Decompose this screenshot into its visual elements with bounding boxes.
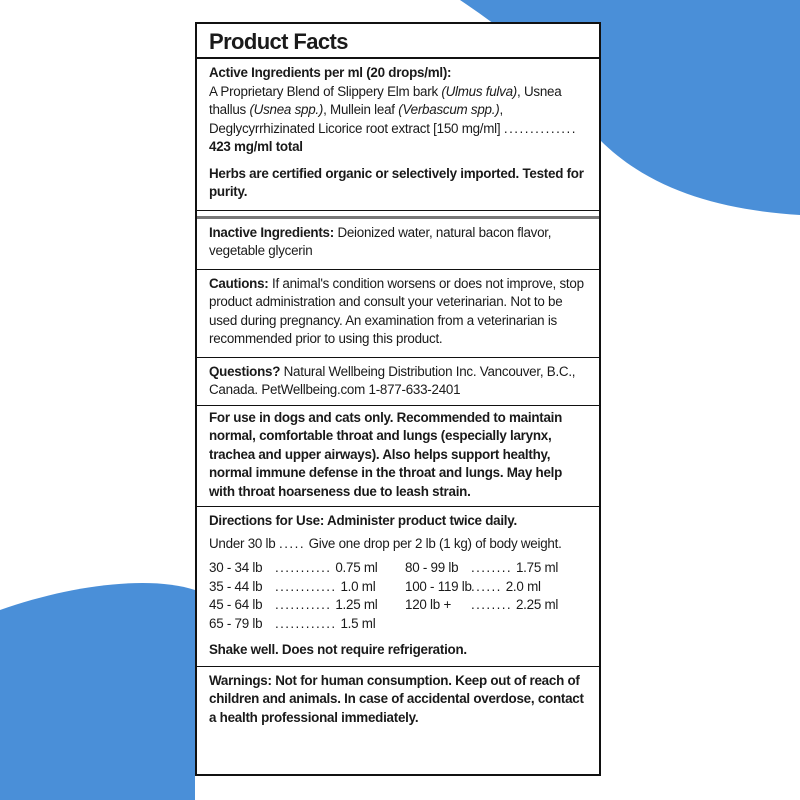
dose-amount: 1.25 ml xyxy=(335,597,378,612)
dose-weight: 80 - 99 lb xyxy=(405,560,459,575)
cautions-section xyxy=(209,270,587,357)
dosage-row xyxy=(209,615,391,634)
questions-label: Questions? xyxy=(209,363,281,379)
latin-name: (Usnea spp.) xyxy=(249,102,324,117)
dose-amount: 1.5 ml xyxy=(340,615,376,631)
leader-dots: ............ xyxy=(275,615,337,631)
section-double-divider xyxy=(197,210,599,219)
certification-note: Herbs are certified organic or selectively imported. Tested for purity. xyxy=(209,165,584,199)
panel-title: Product Facts xyxy=(209,29,348,54)
storage-note: Shake well. Does not require refrigeration. xyxy=(209,642,467,657)
latin-name: (Verbascum spp.) xyxy=(398,102,500,117)
dosage-row xyxy=(405,596,587,615)
dose-weight: 65 - 79 lb xyxy=(209,615,263,631)
cautions-text: If animal's condition worsens or does not improve, stop product administration and consult your veterinarian. Not to be used during pregnancy. An examination from a veterinarian is recommended prior to using this product. xyxy=(209,275,584,346)
under-dots: ..... xyxy=(278,535,306,551)
dose-weight: 35 - 44 lb xyxy=(209,578,263,594)
leader-dots: ........... xyxy=(275,560,332,575)
latin-name: (Ulmus fulva) xyxy=(441,83,518,99)
dose-weight: 30 - 34 lb xyxy=(209,560,263,575)
dosage-column-right xyxy=(405,559,587,633)
ingredient-text: A Proprietary Blend of Slippery Elm bark xyxy=(209,83,442,99)
warnings-section xyxy=(209,667,587,736)
leader-dots: ........ xyxy=(471,597,512,612)
warnings-label: Warnings: xyxy=(209,672,272,688)
product-facts-panel xyxy=(195,22,601,776)
dose-weight: 45 - 64 lb xyxy=(209,597,263,612)
dosage-row xyxy=(209,578,391,597)
under-weight-text: Give one drop per 2 lb (1 kg) of body weight. xyxy=(308,535,562,551)
usage-section: For use in dogs and cats only. Recommended to maintain normal, comfortable throat and lungs (especially larynx, trachea and upper airways). Also helps support healthy, normal immune defense in the throat and lungs. May help with throat hoarseness due to leash strain. xyxy=(209,409,563,499)
inactive-text: Deionized water, natural bacon flavor, vegetable glycerin xyxy=(209,224,552,258)
questions-text: Natural Wellbeing Distribution Inc. Vancouver, B.C., Canada. PetWellbeing.com 1-877-633-2401 xyxy=(209,363,576,397)
dose-amount: 2.25 ml xyxy=(515,597,559,612)
cautions-label: Cautions: xyxy=(209,275,269,291)
dosage-table xyxy=(209,559,587,633)
dosage-row xyxy=(209,596,391,615)
dose-weight: 100 - 119 lb xyxy=(405,578,472,594)
questions-section xyxy=(209,358,587,405)
dose-amount: 1.0 ml xyxy=(340,578,376,594)
leader-dots: ...... xyxy=(471,578,502,594)
dosage-row xyxy=(209,559,391,578)
dosage-row xyxy=(405,578,587,597)
inactive-section xyxy=(209,219,587,269)
leader-dots: .............. xyxy=(503,120,577,136)
directions-heading: Directions for Use: Administer product twice daily. xyxy=(209,513,517,528)
total-amount: 423 mg/ml total xyxy=(209,139,303,154)
active-heading: Active Ingredients per ml (20 drops/ml): xyxy=(209,65,452,80)
leader-dots: ............ xyxy=(275,578,337,594)
leader-dots: ........ xyxy=(471,560,512,575)
ingredient-text: , Mullein leaf xyxy=(323,102,399,117)
ingredient-text: , Deglycyrrhizinated Licorice root extract [150 mg/ml] xyxy=(209,102,504,136)
dose-amount: 0.75 ml xyxy=(335,560,378,575)
directions-section xyxy=(209,507,587,666)
dose-amount: 1.75 ml xyxy=(515,560,559,575)
leader-dots: ........... xyxy=(275,597,332,612)
warnings-text: Not for human consumption. Keep out of reach of children and animals. In case of accidental overdose, contact a health professional immediately. xyxy=(209,672,584,725)
dosage-column-left xyxy=(209,559,391,633)
dose-weight: 120 lb + xyxy=(405,597,452,612)
inactive-label: Inactive Ingredients: xyxy=(209,224,334,240)
dosage-row xyxy=(405,559,587,578)
dose-amount: 2.0 ml xyxy=(505,578,541,594)
under-weight-row xyxy=(209,535,587,554)
ingredient-text: , Usnea thallus xyxy=(209,83,562,117)
under-weight: Under 30 lb xyxy=(209,535,276,551)
blob-bottom-left-shape xyxy=(0,583,195,800)
active-ingredients-section xyxy=(209,59,587,210)
active-ingredients-text xyxy=(209,83,587,157)
